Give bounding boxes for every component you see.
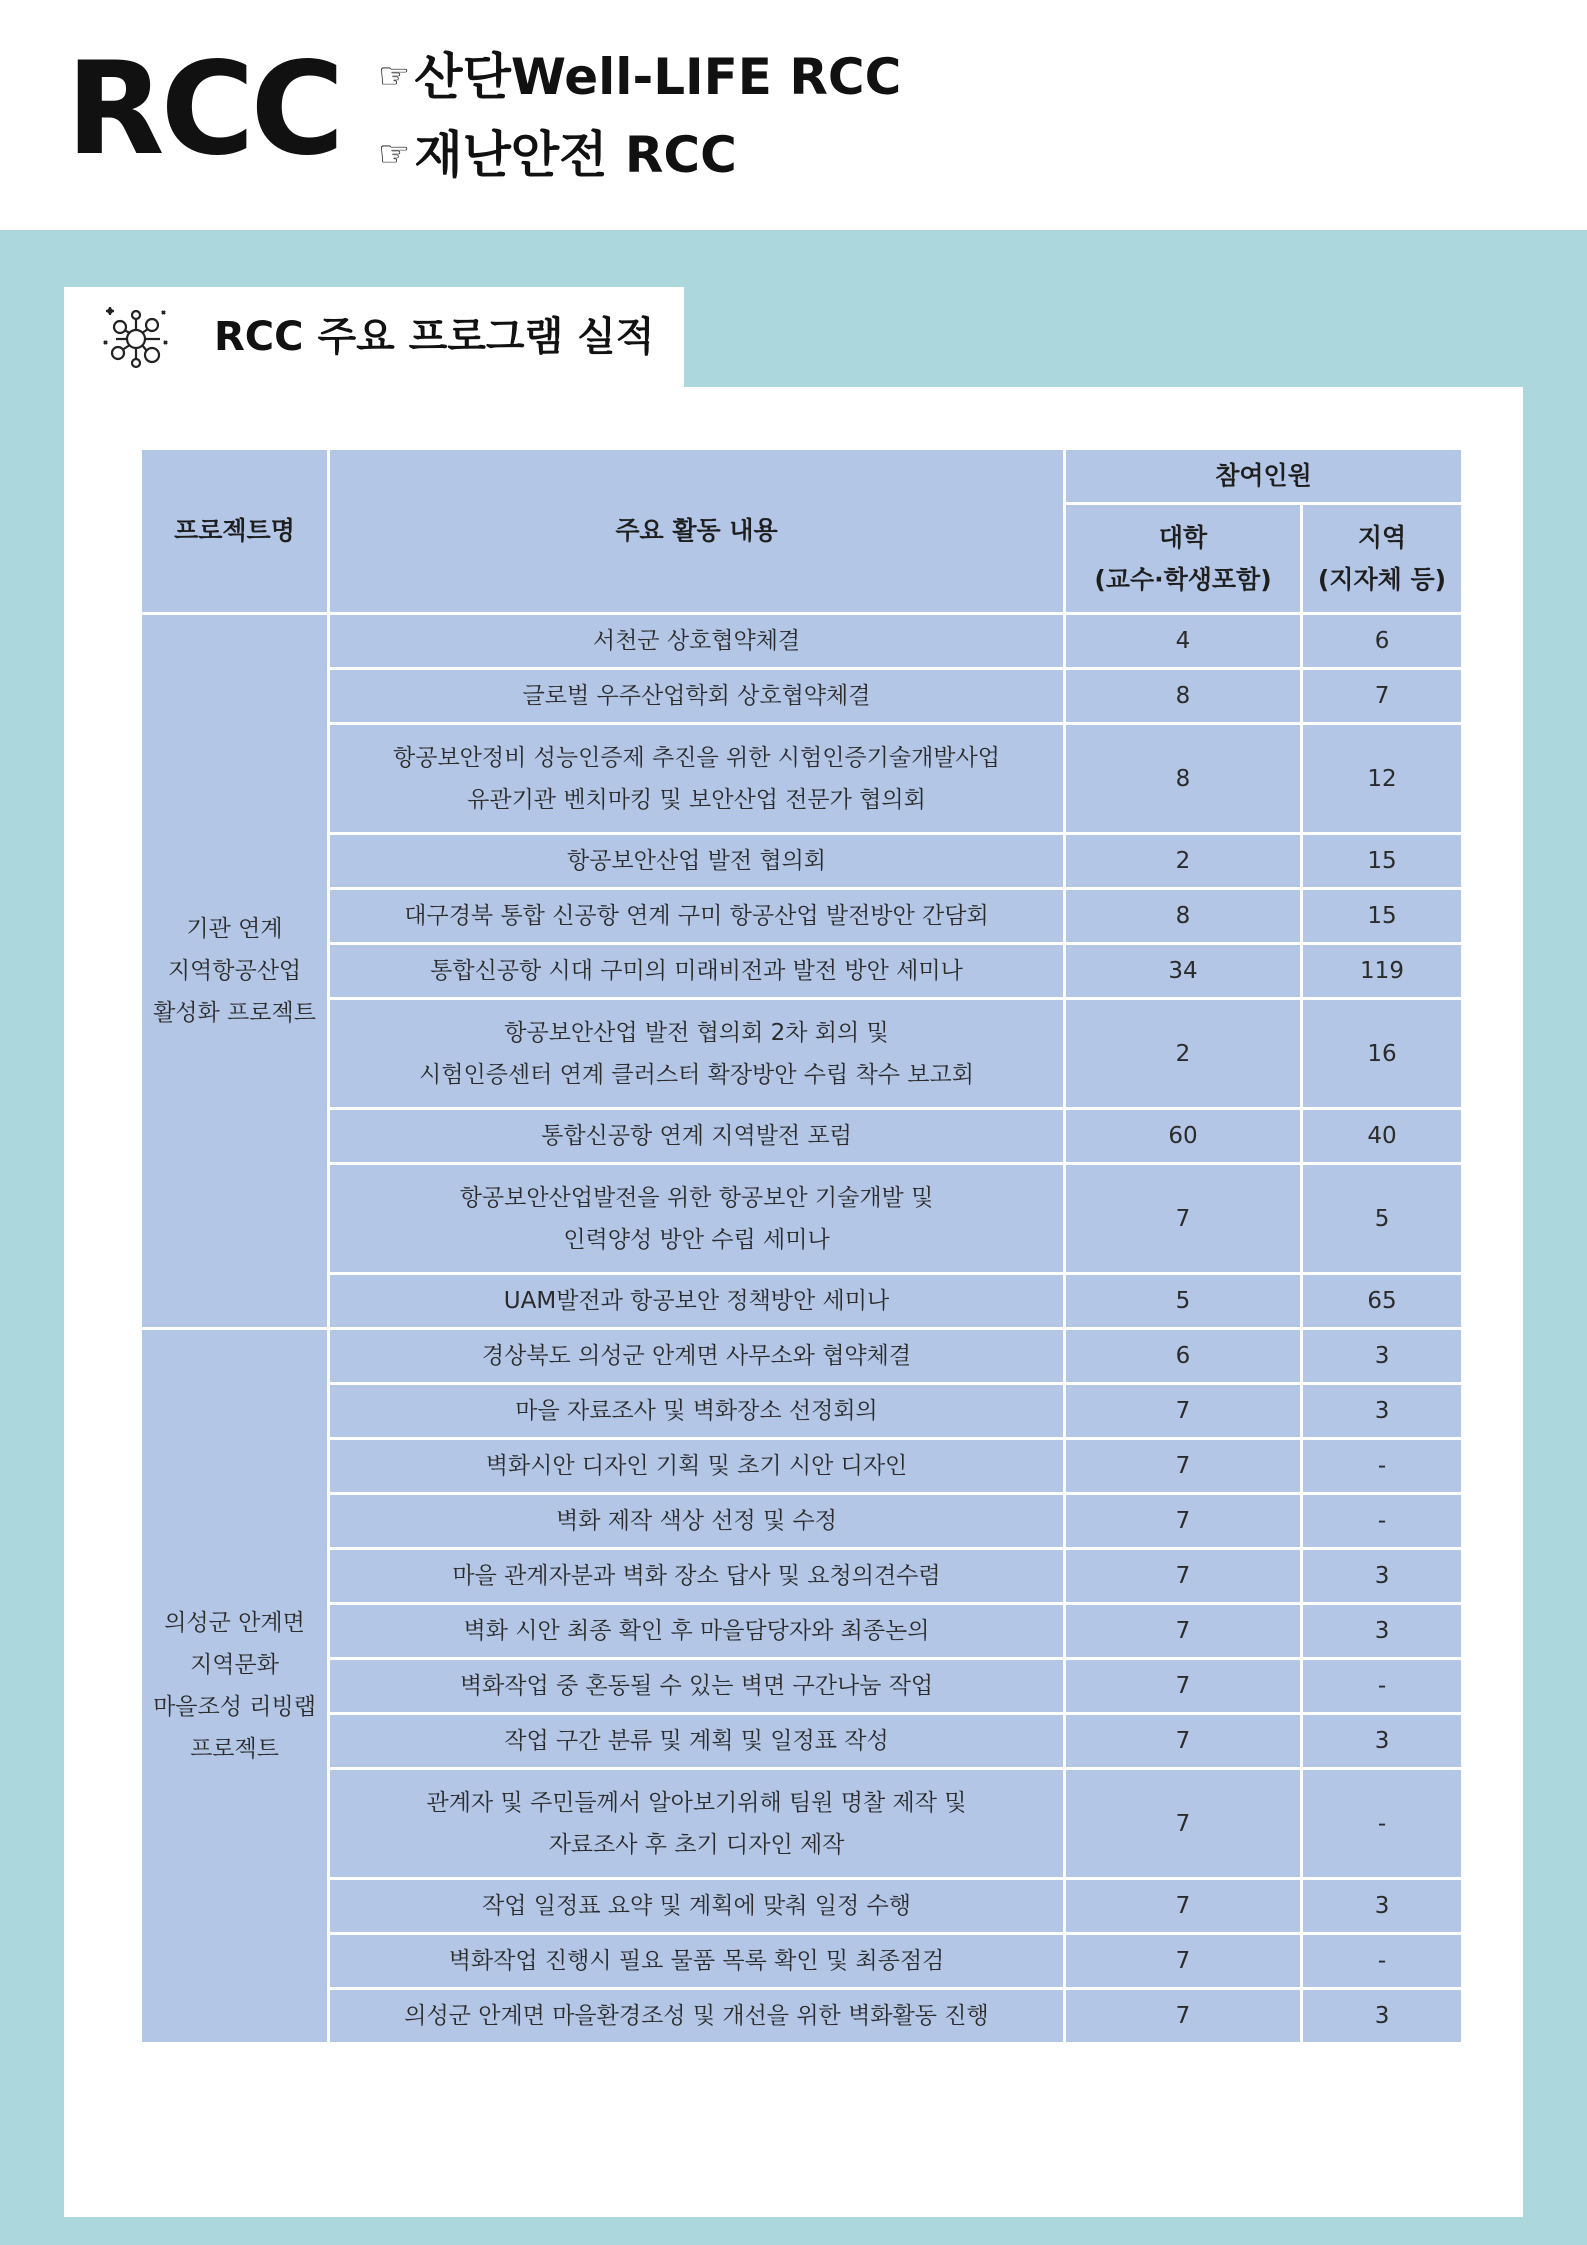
- university-count-cell: 7: [1065, 1494, 1302, 1549]
- subtitle-line-1: [378, 47, 901, 107]
- project-name-cell: 기관 연계 지역항공산업 활성화 프로젝트: [141, 614, 329, 1329]
- university-count-cell: 7: [1065, 1659, 1302, 1714]
- activity-cell: 항공보안정비 성능인증제 추진을 위한 시험인증기술개발사업 유관기관 벤치마킹 및 보안산업 전문가 협의회: [329, 724, 1065, 834]
- header-participants: 참여인원: [1065, 449, 1463, 504]
- region-count-cell: -: [1302, 1439, 1463, 1494]
- activity-cell: 벽화작업 중 혼동될 수 있는 벽면 구간나눔 작업: [329, 1659, 1065, 1714]
- activity-cell: 글로벌 우주산업학회 상호협약체결: [329, 669, 1065, 724]
- region-count-cell: 3: [1302, 1714, 1463, 1769]
- virus-icon: [96, 297, 176, 377]
- table-row: [141, 669, 1463, 724]
- table-row: [141, 999, 1463, 1109]
- section-tab: [64, 287, 684, 387]
- subtitle-text: 산단Well-LIFE RCC: [414, 48, 902, 106]
- region-count-cell: -: [1302, 1769, 1463, 1879]
- university-count-cell: 34: [1065, 944, 1302, 999]
- table-row: [141, 1274, 1463, 1329]
- region-count-cell: 3: [1302, 1329, 1463, 1384]
- region-count-cell: 7: [1302, 669, 1463, 724]
- activity-cell: 벽화작업 진행시 필요 물품 목록 확인 및 최종점검: [329, 1934, 1065, 1989]
- activity-cell: 벽화시안 디자인 기획 및 초기 시안 디자인: [329, 1439, 1065, 1494]
- header-main-activity: 주요 활동 내용: [329, 449, 1065, 614]
- activity-cell: 관계자 및 주민들께서 알아보기위해 팀원 명찰 제작 및 자료조사 후 초기 디자인 제작: [329, 1769, 1065, 1879]
- table-row: [141, 1659, 1463, 1714]
- table-row: [141, 1879, 1463, 1934]
- university-count-cell: 6: [1065, 1329, 1302, 1384]
- table-row: [141, 1164, 1463, 1274]
- activity-cell: 항공보안산업 발전 협의회: [329, 834, 1065, 889]
- table-row: [141, 944, 1463, 999]
- activity-cell: 대구경북 통합 신공항 연계 구미 항공산업 발전방안 간담회: [329, 889, 1065, 944]
- region-count-cell: 15: [1302, 889, 1463, 944]
- section-title: RCC 주요 프로그램 실적: [214, 314, 655, 360]
- university-count-cell: 7: [1065, 1384, 1302, 1439]
- activity-cell: 통합신공항 시대 구미의 미래비전과 발전 방안 세미나: [329, 944, 1065, 999]
- table-row: [141, 724, 1463, 834]
- activity-cell: 통합신공항 연계 지역발전 포럼: [329, 1109, 1065, 1164]
- university-count-cell: 5: [1065, 1274, 1302, 1329]
- page-header: [0, 0, 1587, 230]
- activity-cell: 항공보안산업 발전 협의회 2차 회의 및 시험인증센터 연계 클러스터 확장방안 수립 착수 보고회: [329, 999, 1065, 1109]
- university-count-cell: 2: [1065, 834, 1302, 889]
- region-count-cell: -: [1302, 1494, 1463, 1549]
- subtitle-line-2: [378, 125, 737, 185]
- table-row: [141, 1329, 1463, 1384]
- university-count-cell: 8: [1065, 724, 1302, 834]
- university-count-cell: 7: [1065, 1989, 1302, 2044]
- university-count-cell: 7: [1065, 1714, 1302, 1769]
- region-count-cell: 3: [1302, 1604, 1463, 1659]
- region-count-cell: 16: [1302, 999, 1463, 1109]
- table-row: [141, 1109, 1463, 1164]
- activity-cell: 항공보안산업발전을 위한 항공보안 기술개발 및 인력양성 방안 수립 세미나: [329, 1164, 1065, 1274]
- program-results-table: [139, 447, 1464, 2045]
- region-count-cell: 6: [1302, 614, 1463, 669]
- university-count-cell: 2: [1065, 999, 1302, 1109]
- region-count-cell: -: [1302, 1934, 1463, 1989]
- region-count-cell: 40: [1302, 1109, 1463, 1164]
- region-count-cell: 119: [1302, 944, 1463, 999]
- region-count-cell: 5: [1302, 1164, 1463, 1274]
- header-project-name: 프로젝트명: [141, 449, 329, 614]
- table-row: [141, 1384, 1463, 1439]
- university-count-cell: 8: [1065, 889, 1302, 944]
- university-count-cell: 7: [1065, 1769, 1302, 1879]
- project-name-cell: 의성군 안계면 지역문화 마을조성 리빙랩 프로젝트: [141, 1329, 329, 2044]
- university-count-cell: 7: [1065, 1549, 1302, 1604]
- activity-cell: 의성군 안계면 마을환경조성 및 개선을 위한 벽화활동 진행: [329, 1989, 1065, 2044]
- region-count-cell: 3: [1302, 1549, 1463, 1604]
- activity-cell: 작업 일정표 요약 및 계획에 맞춰 일정 수행: [329, 1879, 1065, 1934]
- university-count-cell: 60: [1065, 1109, 1302, 1164]
- region-count-cell: 12: [1302, 724, 1463, 834]
- table-row: [141, 1934, 1463, 1989]
- header-university: 대학 (교수·학생포함): [1065, 504, 1302, 614]
- table-row: [141, 1439, 1463, 1494]
- activity-cell: 경상북도 의성군 안계면 사무소와 협약체결: [329, 1329, 1065, 1384]
- rcc-logo-text: RCC: [66, 35, 341, 184]
- region-count-cell: 15: [1302, 834, 1463, 889]
- table-row: [141, 614, 1463, 669]
- table-row: [141, 1714, 1463, 1769]
- region-count-cell: 65: [1302, 1274, 1463, 1329]
- activity-cell: 마을 자료조사 및 벽화장소 선정회의: [329, 1384, 1065, 1439]
- university-count-cell: 4: [1065, 614, 1302, 669]
- table-row: [141, 1769, 1463, 1879]
- university-count-cell: 7: [1065, 1604, 1302, 1659]
- activity-cell: 마을 관계자분과 벽화 장소 답사 및 요청의견수렴: [329, 1549, 1065, 1604]
- subtitle-text: 재난안전 RCC: [414, 126, 737, 184]
- table-row: [141, 1549, 1463, 1604]
- university-count-cell: 8: [1065, 669, 1302, 724]
- region-count-cell: 3: [1302, 1384, 1463, 1439]
- activity-cell: 작업 구간 분류 및 계획 및 일정표 작성: [329, 1714, 1065, 1769]
- table-row: [141, 889, 1463, 944]
- table-row: [141, 1989, 1463, 2044]
- pointing-hand-icon: ☞: [378, 134, 411, 175]
- activity-cell: UAM발전과 항공보안 정책방안 세미나: [329, 1274, 1065, 1329]
- activity-cell: 벽화 제작 색상 선정 및 수정: [329, 1494, 1065, 1549]
- table-row: [141, 834, 1463, 889]
- university-count-cell: 7: [1065, 1934, 1302, 1989]
- university-count-cell: 7: [1065, 1879, 1302, 1934]
- activity-cell: 벽화 시안 최종 확인 후 마을담당자와 최종논의: [329, 1604, 1065, 1659]
- region-count-cell: 3: [1302, 1879, 1463, 1934]
- university-count-cell: 7: [1065, 1439, 1302, 1494]
- region-count-cell: -: [1302, 1659, 1463, 1714]
- table-row: [141, 1604, 1463, 1659]
- table-row: [141, 1494, 1463, 1549]
- activity-cell: 서천군 상호협약체결: [329, 614, 1065, 669]
- region-count-cell: 3: [1302, 1989, 1463, 2044]
- header-region: 지역 (지자체 등): [1302, 504, 1463, 614]
- pointing-hand-icon: ☞: [378, 56, 411, 97]
- university-count-cell: 7: [1065, 1164, 1302, 1274]
